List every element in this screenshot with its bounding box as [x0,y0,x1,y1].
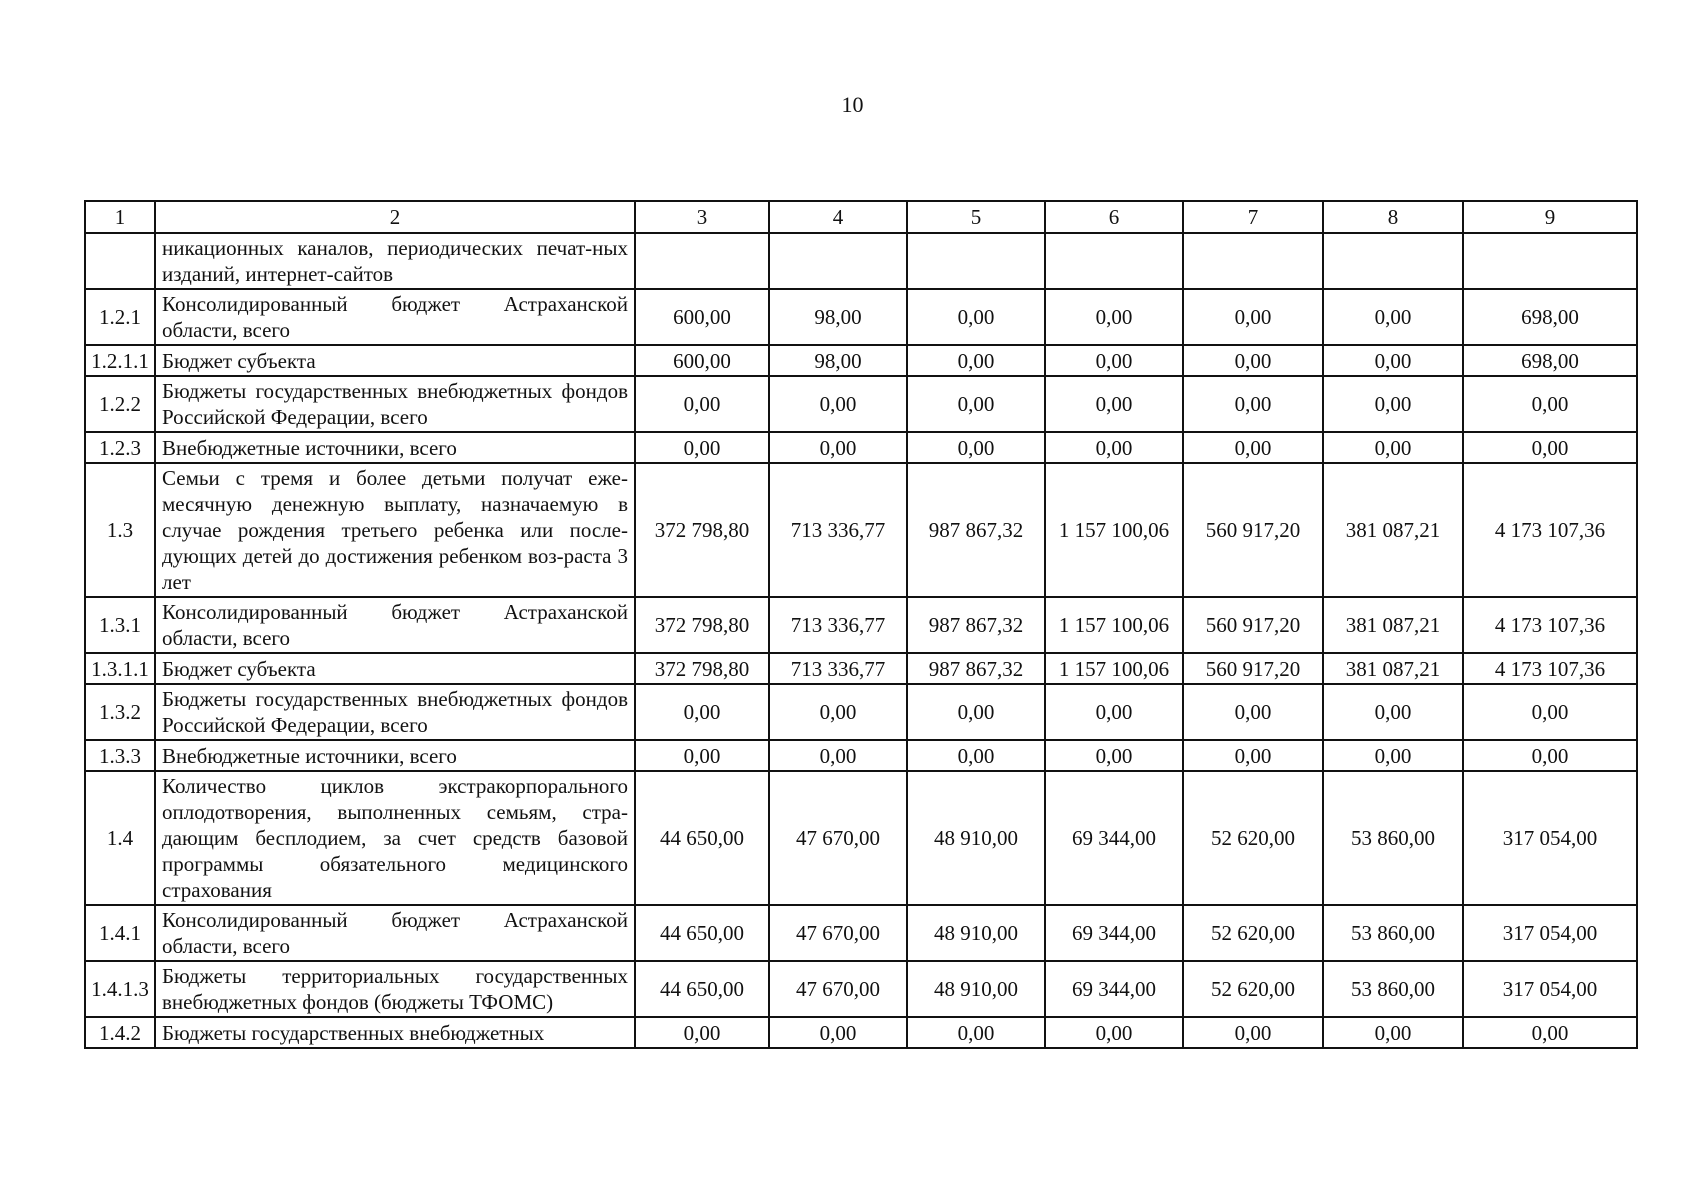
value-cell: 48 910,00 [907,771,1045,905]
value-cell: 317 054,00 [1463,771,1637,905]
header-cell: 6 [1045,201,1183,233]
row-description-cell: Бюджет субъекта [155,653,635,684]
value-cell: 1 157 100,06 [1045,597,1183,653]
value-cell: 44 650,00 [635,961,769,1017]
value-cell: 317 054,00 [1463,961,1637,1017]
value-cell: 560 917,20 [1183,597,1323,653]
value-cell: 0,00 [635,684,769,740]
value-cell: 0,00 [907,376,1045,432]
value-cell: 372 798,80 [635,463,769,597]
value-cell: 52 620,00 [1183,771,1323,905]
value-cell: 0,00 [635,740,769,771]
row-description-cell: Внебюджетные источники, всего [155,432,635,463]
row-description-cell: Семьи с тремя и более детьми получат еже-месячную денежную выплату, назначаемую в случае рождения третьего ребенка или после-дующих детей до достижения ребенком воз-раста 3 лет [155,463,635,597]
value-cell: 0,00 [1045,345,1183,376]
value-cell: 0,00 [1323,432,1463,463]
value-cell: 713 336,77 [769,463,907,597]
value-cell: 0,00 [1183,740,1323,771]
table-row [85,432,1637,463]
table-row [85,463,1637,597]
value-cell [907,233,1045,289]
value-cell: 69 344,00 [1045,771,1183,905]
value-cell: 987 867,32 [907,653,1045,684]
row-number-cell: 1.3.1 [85,597,155,653]
row-number-cell [85,233,155,289]
value-cell: 0,00 [1323,1017,1463,1048]
value-cell: 0,00 [1463,740,1637,771]
value-cell: 44 650,00 [635,771,769,905]
value-cell [769,233,907,289]
value-cell: 1 157 100,06 [1045,463,1183,597]
header-cell: 4 [769,201,907,233]
value-cell: 0,00 [907,289,1045,345]
value-cell: 4 173 107,36 [1463,597,1637,653]
value-cell: 69 344,00 [1045,961,1183,1017]
row-number-cell: 1.3 [85,463,155,597]
value-cell: 0,00 [1463,1017,1637,1048]
row-description-cell: Бюджеты государственных внебюджетных фондов Российской Федерации, всего [155,376,635,432]
value-cell: 0,00 [1183,432,1323,463]
table-row [85,289,1637,345]
row-description-cell: Консолидированный бюджет Астраханской области, всего [155,289,635,345]
header-cell: 1 [85,201,155,233]
value-cell: 0,00 [1183,376,1323,432]
table-row [85,233,1637,289]
table-row [85,961,1637,1017]
value-cell: 0,00 [769,376,907,432]
row-description-cell: Бюджет субъекта [155,345,635,376]
value-cell: 0,00 [907,432,1045,463]
value-cell: 98,00 [769,345,907,376]
value-cell: 0,00 [1045,684,1183,740]
value-cell: 987 867,32 [907,597,1045,653]
value-cell: 0,00 [1045,1017,1183,1048]
value-cell: 381 087,21 [1323,463,1463,597]
value-cell: 0,00 [907,740,1045,771]
value-cell: 0,00 [1045,740,1183,771]
value-cell: 317 054,00 [1463,905,1637,961]
value-cell: 372 798,80 [635,653,769,684]
value-cell: 44 650,00 [635,905,769,961]
header-cell: 5 [907,201,1045,233]
value-cell: 698,00 [1463,345,1637,376]
value-cell: 0,00 [1463,376,1637,432]
value-cell [1323,233,1463,289]
header-cell: 7 [1183,201,1323,233]
row-description-cell: Консолидированный бюджет Астраханской области, всего [155,905,635,961]
table-row [85,376,1637,432]
table-row [85,905,1637,961]
value-cell: 4 173 107,36 [1463,463,1637,597]
table-row [85,771,1637,905]
value-cell: 0,00 [1183,289,1323,345]
value-cell: 1 157 100,06 [1045,653,1183,684]
value-cell: 0,00 [1323,376,1463,432]
row-number-cell: 1.4 [85,771,155,905]
value-cell: 0,00 [1323,740,1463,771]
value-cell: 372 798,80 [635,597,769,653]
value-cell [1183,233,1323,289]
row-number-cell: 1.4.2 [85,1017,155,1048]
value-cell: 48 910,00 [907,905,1045,961]
value-cell: 600,00 [635,289,769,345]
row-number-cell: 1.2.1 [85,289,155,345]
table-header-row [85,201,1637,233]
row-description-cell: никационных каналов, периодических печат-ных изданий, интернет-сайтов [155,233,635,289]
value-cell: 698,00 [1463,289,1637,345]
value-cell: 0,00 [635,376,769,432]
value-cell: 48 910,00 [907,961,1045,1017]
row-description-cell: Бюджеты территориальных государственных внебюджетных фондов (бюджеты ТФОМС) [155,961,635,1017]
value-cell: 0,00 [635,432,769,463]
value-cell [1463,233,1637,289]
value-cell: 713 336,77 [769,597,907,653]
table-row [85,597,1637,653]
value-cell: 47 670,00 [769,771,907,905]
value-cell: 560 917,20 [1183,463,1323,597]
value-cell: 0,00 [1323,345,1463,376]
header-cell: 8 [1323,201,1463,233]
value-cell: 600,00 [635,345,769,376]
value-cell: 987 867,32 [907,463,1045,597]
value-cell: 53 860,00 [1323,905,1463,961]
row-number-cell: 1.2.1.1 [85,345,155,376]
value-cell: 98,00 [769,289,907,345]
value-cell: 0,00 [1463,684,1637,740]
value-cell: 0,00 [907,684,1045,740]
value-cell: 0,00 [1463,432,1637,463]
value-cell [1045,233,1183,289]
row-number-cell: 1.3.3 [85,740,155,771]
value-cell: 0,00 [635,1017,769,1048]
table-row [85,1017,1637,1048]
row-description-cell: Внебюджетные источники, всего [155,740,635,771]
table-row [85,740,1637,771]
value-cell: 0,00 [1183,1017,1323,1048]
value-cell: 53 860,00 [1323,771,1463,905]
table-row [85,653,1637,684]
value-cell: 381 087,21 [1323,597,1463,653]
value-cell: 52 620,00 [1183,905,1323,961]
value-cell [635,233,769,289]
value-cell: 47 670,00 [769,905,907,961]
value-cell: 0,00 [907,345,1045,376]
value-cell: 0,00 [769,684,907,740]
row-description-cell: Количество циклов экстракорпорального оплодотворения, выполненных семьям, стра-дающим бесплодием, за счет средств базовой программы обязательного медицинского страхования [155,771,635,905]
table-row [85,684,1637,740]
value-cell: 0,00 [1183,345,1323,376]
row-number-cell: 1.2.2 [85,376,155,432]
value-cell: 0,00 [907,1017,1045,1048]
value-cell: 0,00 [1183,684,1323,740]
table-row [85,345,1637,376]
header-cell: 9 [1463,201,1637,233]
value-cell: 560 917,20 [1183,653,1323,684]
value-cell: 4 173 107,36 [1463,653,1637,684]
row-number-cell: 1.3.1.1 [85,653,155,684]
value-cell: 0,00 [1045,289,1183,345]
value-cell: 53 860,00 [1323,961,1463,1017]
row-number-cell: 1.4.1 [85,905,155,961]
row-number-cell: 1.2.3 [85,432,155,463]
value-cell: 0,00 [769,432,907,463]
row-number-cell: 1.4.1.3 [85,961,155,1017]
value-cell: 0,00 [1323,289,1463,345]
header-cell: 3 [635,201,769,233]
row-description-cell: Бюджеты государственных внебюджетных фондов Российской Федерации, всего [155,684,635,740]
value-cell: 0,00 [769,740,907,771]
page-number: 10 [841,92,864,117]
value-cell: 0,00 [1045,432,1183,463]
row-number-cell: 1.3.2 [85,684,155,740]
row-description-cell: Консолидированный бюджет Астраханской области, всего [155,597,635,653]
value-cell: 0,00 [769,1017,907,1048]
row-description-cell: Бюджеты государственных внебюджетных [155,1017,635,1048]
value-cell: 0,00 [1045,376,1183,432]
value-cell: 52 620,00 [1183,961,1323,1017]
value-cell: 713 336,77 [769,653,907,684]
value-cell: 0,00 [1323,684,1463,740]
value-cell: 69 344,00 [1045,905,1183,961]
budget-table [84,200,1638,1049]
header-cell: 2 [155,201,635,233]
value-cell: 381 087,21 [1323,653,1463,684]
value-cell: 47 670,00 [769,961,907,1017]
